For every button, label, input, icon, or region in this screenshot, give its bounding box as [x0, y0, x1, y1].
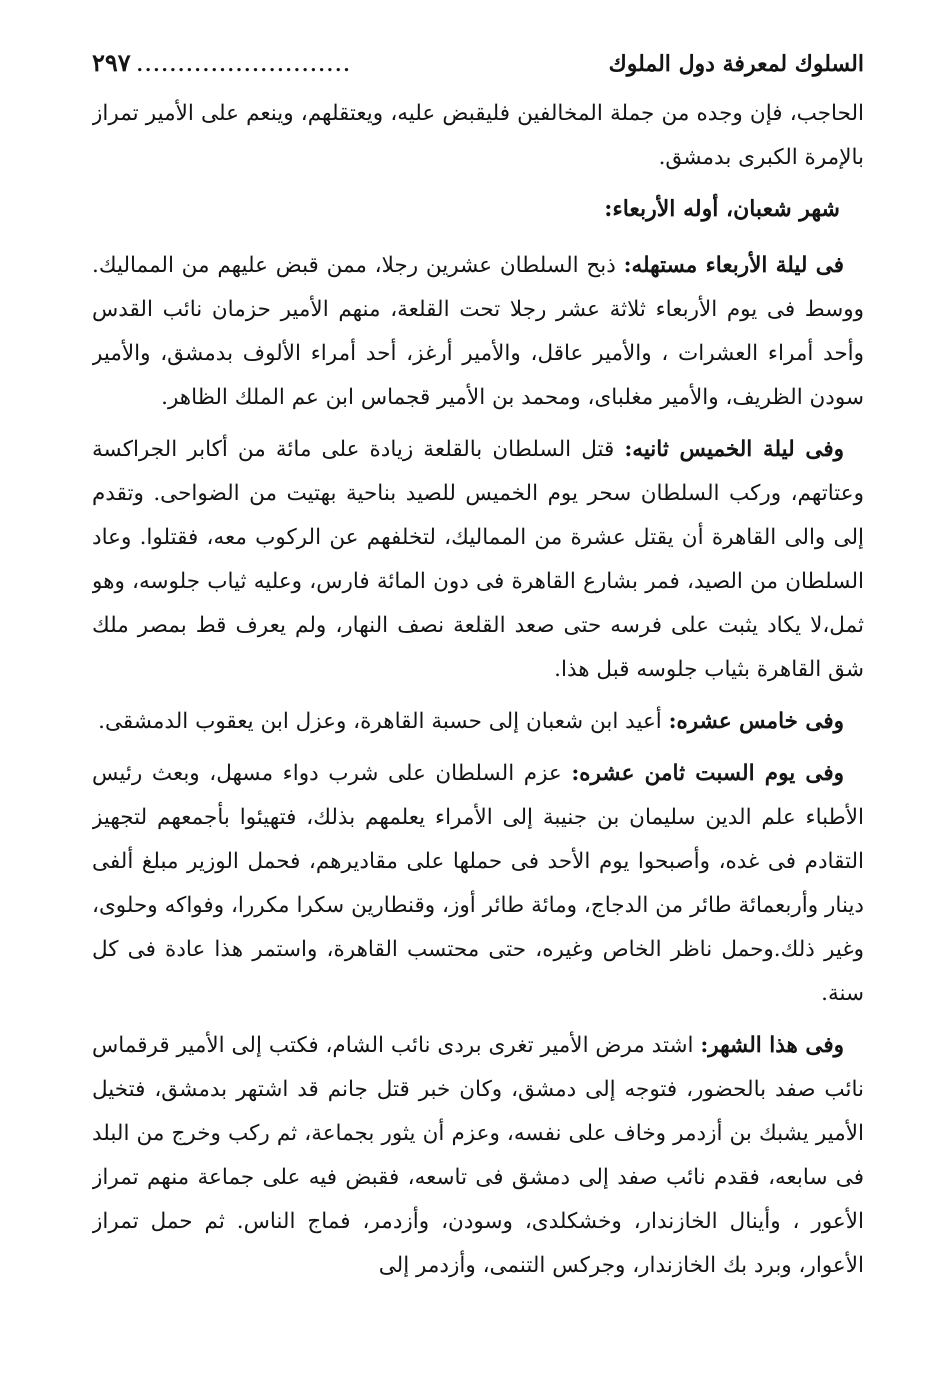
- paragraph-text: قتل السلطان بالقلعة زيادة على مائة من أكابر الجراكسة وعتاتهم، وركب السلطان سحر يوم الخميس للصيد بناحية بهتيت من الضواحى. وتقدم إلى والى القاهرة أن يقتل عشرة من المماليك، لتخلفهم عن الركوب معه، فقتلوا. وعاد السلطان من الصيد، فمر بشارع القاهرة فى دون المائة فارس، وعليه ثياب جلوسه، وهو ثمل،لا يكاد يثبت على فرسه حتى صعد القلعة نصف النهار، ولم يعرف قط بمصر ملك شق القاهرة بثياب جلوسه قبل هذا.: [92, 437, 864, 682]
- paragraph-lead: فى ليلة الأربعاء مستهله:: [623, 253, 845, 278]
- paragraph-text: الحاجب، فإن وجده من جملة المخالفين فليقبض عليه، ويعتقلهم، وينعم على الأمير تمراز بالإمرة الكبرى بدمشق.: [92, 101, 864, 170]
- paragraph-thursday-night: [92, 428, 864, 692]
- paragraph-lead: وفى هذا الشهر:: [700, 1033, 845, 1058]
- paragraph-text: ذبح السلطان عشرين رجلا، ممن قبض عليهم من المماليك. ووسط فى يوم الأربعاء ثلاثة عشر رجلا تحت القلعة، منهم الأمير حزمان نائب القدس وأحد أمراء العشرات ، والأمير عاقل، والأمير أرغز، أحد أمراء الألوف بدمشق، والأمير سودن الظريف، والأمير مغلباى، ومحمد بن الأمير قجماس ابن عم الملك الظاهر.: [92, 253, 864, 410]
- paragraph-text: اشتد مرض الأمير تغرى بردى نائب الشام، فكتب إلى الأمير قرقماس نائب صفد بالحضور، فتوجه إلى دمشق، وكان خبر قتل جانم قد اشتهر بدمشق، فتخيل الأمير يشبك بن أزدمر وخاف على نفسه، وعزم أن يثور بجماعة، ثم ركب وخرج من البلد فى سابعه، فقدم نائب صفد إلى دمشق فى تاسعه، فقبض فيه على جماعة منهم تمراز الأعور ، وأينال الخازندار، وخشكلدى، وسودن، وأزدمر، فماج الناس. ثم حمل تمراز الأعوار، وبرد بك الخازندار، وجركس التنمى، وأزدمر إلى: [92, 1033, 864, 1278]
- book-title: السلوك لمعرفة دول الملوك: [608, 51, 864, 77]
- paragraph-saturday-eighteenth: [92, 752, 864, 1016]
- paragraph-fifteenth: [92, 700, 864, 744]
- paragraph-text: عزم السلطان على شرب دواء مسهل، وبعث رئيس الأطباء علم الدين سليمان بن جنيبة إلى الأمراء يعلمهم بذلك، فتهيئوا بأجمعهم لتجهيز التقادم فى غده، وأصبحوا يوم الأحد فى حملها على مقاديرهم، فحمل الوزير مبلغ ألفى دينار وأربعمائة طائر من الدجاج، ومائة طائر أوز، وقنطارين سكرا مكررا، وفواكه وحلوى، وغير ذلك.وحمل ناظر الخاص وغيره، حتى محتسب القاهرة، واستمر هذا عادة فى كل سنة.: [92, 761, 864, 1006]
- paragraph-lead: وفى خامس عشره:: [668, 709, 844, 734]
- book-page: [92, 48, 864, 1368]
- paragraph-text: أعيد ابن شعبان إلى حسبة القاهرة، وعزل ابن يعقوب الدمشقى.: [98, 709, 662, 734]
- paragraph-continued: [92, 92, 864, 180]
- page-number: ٢٩٧: [92, 48, 131, 77]
- running-header: [92, 48, 864, 92]
- month-heading: شهر شعبان، أوله الأربعاء:: [604, 196, 840, 222]
- paragraph-lead: وفى يوم السبت ثامن عشره:: [571, 761, 845, 786]
- paragraph-wednesday-night: [92, 244, 864, 420]
- paragraph-lead: وفى ليلة الخميس ثانيه:: [624, 437, 844, 462]
- dot-leader: ..........................: [136, 55, 352, 76]
- paragraph-this-month: [92, 1024, 864, 1288]
